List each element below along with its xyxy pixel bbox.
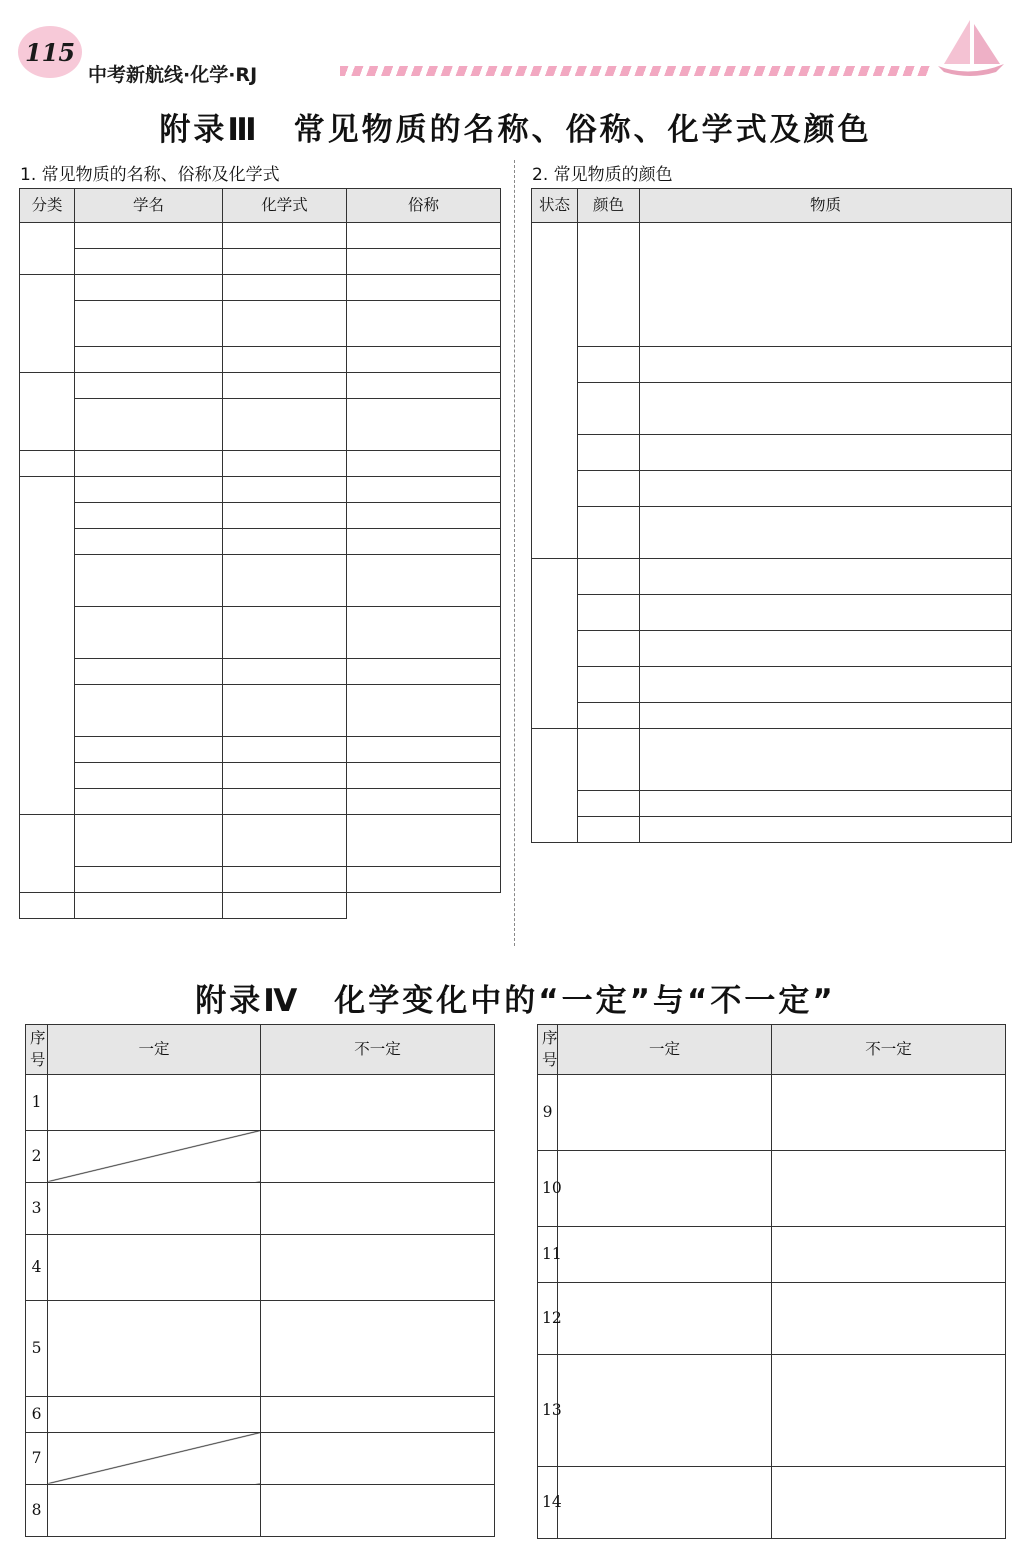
table-row (26, 1432, 495, 1484)
table-cell (20, 223, 75, 275)
table-row (20, 685, 501, 737)
table-cell (48, 1182, 261, 1234)
table-cell (347, 737, 501, 763)
table-row (20, 275, 501, 301)
table-row (532, 347, 1012, 383)
table-cell (223, 737, 347, 763)
table-cell (558, 1282, 772, 1354)
table-cell (347, 223, 501, 249)
table-cell (261, 1234, 495, 1300)
page-number: 115 (24, 38, 76, 67)
table-cell (347, 503, 501, 529)
table-cell: 2 (26, 1130, 48, 1182)
table-cell (75, 347, 223, 373)
table-cell (75, 607, 223, 659)
column-header: 化学式 (223, 189, 347, 223)
table-cell (223, 249, 347, 275)
table-cell (558, 1226, 772, 1282)
table-cell (772, 1282, 1006, 1354)
table-cell (48, 1484, 261, 1536)
column-divider (514, 160, 515, 946)
page-header (0, 0, 1031, 92)
table-row (20, 893, 501, 919)
table-cell (223, 763, 347, 789)
column-header: 一定 (558, 1025, 772, 1075)
table-cell (75, 373, 223, 399)
column-header: 序号 (538, 1025, 558, 1075)
table-cell (20, 477, 75, 815)
table-cell (558, 1150, 772, 1226)
table-cell (558, 1466, 772, 1538)
table-cell (578, 667, 640, 703)
table-cell (261, 1396, 495, 1432)
series-title: 中考新航线·化学·RJ (88, 64, 258, 86)
table-cell (347, 347, 501, 373)
table-cell (223, 451, 347, 477)
table-row (20, 301, 501, 347)
table-cell (223, 529, 347, 555)
table-cell (347, 685, 501, 737)
table-cell (20, 275, 75, 373)
table-cell (223, 301, 347, 347)
table-cell (558, 1354, 772, 1466)
table-cell (48, 1074, 261, 1130)
column-header: 状态 (532, 189, 578, 223)
table-cell (48, 1234, 261, 1300)
table-row (20, 451, 501, 477)
table-cell (261, 1300, 495, 1396)
column-header: 一定 (48, 1025, 261, 1075)
table-cell (347, 399, 501, 451)
table-cell (532, 559, 578, 729)
table-cell (347, 275, 501, 301)
table-cell (347, 607, 501, 659)
table-row (20, 659, 501, 685)
table-cell: 9 (538, 1074, 558, 1150)
table-cell (223, 659, 347, 685)
column-header: 学名 (75, 189, 223, 223)
table-row (532, 667, 1012, 703)
table-cell (347, 477, 501, 503)
certainty-left-body (26, 1074, 495, 1536)
column-header: 分类 (20, 189, 75, 223)
table-cell (75, 399, 223, 451)
table-cell (75, 223, 223, 249)
table-cell (75, 275, 223, 301)
table-cell (223, 347, 347, 373)
table-cell (48, 1300, 261, 1396)
table-cell (75, 301, 223, 347)
table-cell (578, 703, 640, 729)
column-header: 不一定 (261, 1025, 495, 1075)
table-cell (640, 347, 1012, 383)
table-row (532, 817, 1012, 843)
table-cell (640, 435, 1012, 471)
colors-table (531, 188, 1012, 843)
table-cell (578, 347, 640, 383)
table-cell (578, 507, 640, 559)
page-number-badge (18, 26, 82, 78)
table-cell (223, 685, 347, 737)
table-cell (347, 763, 501, 789)
table-cell (640, 631, 1012, 667)
table-cell (578, 595, 640, 631)
table-row (532, 791, 1012, 817)
table-cell (75, 789, 223, 815)
table-cell (578, 631, 640, 667)
table-cell (347, 529, 501, 555)
table-cell (347, 867, 501, 893)
table-cell: 7 (26, 1432, 48, 1484)
table-cell (223, 373, 347, 399)
table-cell (347, 373, 501, 399)
table-cell (75, 815, 223, 867)
table-cell (20, 815, 75, 893)
table-row (26, 1484, 495, 1536)
table-cell (48, 1432, 261, 1484)
table-cell (347, 659, 501, 685)
table-cell (640, 559, 1012, 595)
names-formulas-table (19, 188, 501, 919)
table-cell: 14 (538, 1466, 558, 1538)
column-header: 俗称 (347, 189, 501, 223)
table-cell (223, 399, 347, 451)
table-row (26, 1074, 495, 1130)
table-cell: 5 (26, 1300, 48, 1396)
table-cell (640, 595, 1012, 631)
table-row (532, 383, 1012, 435)
table-cell (640, 817, 1012, 843)
column-header: 序号 (26, 1025, 48, 1075)
table-row (532, 595, 1012, 631)
table-row (532, 631, 1012, 667)
table-cell (75, 529, 223, 555)
table-cell (640, 507, 1012, 559)
table-cell (347, 815, 501, 867)
table-row (20, 249, 501, 275)
table-cell (75, 503, 223, 529)
table-row (538, 1226, 1006, 1282)
table-cell (223, 893, 347, 919)
table-row (532, 507, 1012, 559)
table-cell (75, 555, 223, 607)
table-cell (532, 223, 578, 559)
table-row (538, 1354, 1006, 1466)
table-cell (223, 815, 347, 867)
table-cell (347, 555, 501, 607)
table-row (532, 223, 1012, 347)
table-cell: 4 (26, 1234, 48, 1300)
table-cell (640, 703, 1012, 729)
column-header: 物质 (640, 189, 1012, 223)
table-cell (578, 383, 640, 435)
table-row (20, 399, 501, 451)
table-cell (75, 685, 223, 737)
table-row (20, 503, 501, 529)
table-row (20, 607, 501, 659)
table-row (20, 815, 501, 867)
table-cell (347, 789, 501, 815)
table-row (532, 729, 1012, 791)
column-header: 不一定 (772, 1025, 1006, 1075)
column-header: 颜色 (578, 189, 640, 223)
certainty-table-left (25, 1024, 495, 1537)
appendix3-title: 附录Ⅲ 常见物质的名称、俗称、化学式及颜色 (159, 112, 872, 148)
table-cell (772, 1226, 1006, 1282)
table-cell (75, 737, 223, 763)
appendix4-title: 附录Ⅳ 化学变化中的“一定”与“不一定” (195, 983, 836, 1019)
table-cell (640, 471, 1012, 507)
table-cell (20, 373, 75, 451)
table-cell (75, 249, 223, 275)
colors-table-body (532, 223, 1012, 843)
table-cell (20, 893, 75, 919)
table-cell: 10 (538, 1150, 558, 1226)
table-row (20, 373, 501, 399)
table-row (20, 789, 501, 815)
table-cell: 1 (26, 1074, 48, 1130)
table-cell (772, 1466, 1006, 1538)
table-cell (75, 477, 223, 503)
table-cell (48, 1130, 261, 1182)
table-cell: 8 (26, 1484, 48, 1536)
table-row (538, 1074, 1006, 1150)
table-cell (75, 763, 223, 789)
table-cell (75, 659, 223, 685)
table-cell (578, 817, 640, 843)
table-cell (75, 867, 223, 893)
table-row (20, 477, 501, 503)
table-cell (261, 1130, 495, 1182)
sailboat-icon (930, 14, 1010, 80)
table-row (532, 435, 1012, 471)
table-cell (223, 555, 347, 607)
table-cell (578, 435, 640, 471)
table-row (538, 1282, 1006, 1354)
table-cell (578, 791, 640, 817)
table-row (538, 1150, 1006, 1226)
decorative-stripes (340, 66, 930, 76)
table-row (26, 1234, 495, 1300)
table-cell: 13 (538, 1354, 558, 1466)
table-cell (772, 1354, 1006, 1466)
table-row (20, 223, 501, 249)
names-table-body (20, 223, 501, 919)
table-row (26, 1130, 495, 1182)
table-cell: 12 (538, 1282, 558, 1354)
table-row (20, 867, 501, 893)
table-row (26, 1396, 495, 1432)
table-row (26, 1300, 495, 1396)
table-cell (640, 667, 1012, 703)
table-cell (261, 1182, 495, 1234)
table-row (26, 1182, 495, 1234)
table-cell: 6 (26, 1396, 48, 1432)
table-cell (261, 1432, 495, 1484)
table-row (532, 703, 1012, 729)
table-cell (578, 471, 640, 507)
table-cell (223, 477, 347, 503)
table-cell (20, 451, 75, 477)
table2-subtitle: 2. 常见物质的颜色 (532, 165, 673, 185)
table-row (538, 1466, 1006, 1538)
table-cell (578, 559, 640, 595)
table-cell (772, 1150, 1006, 1226)
table-cell (261, 1484, 495, 1536)
table-cell (578, 729, 640, 791)
table-cell (75, 451, 223, 477)
table-cell (75, 893, 223, 919)
table-cell (223, 607, 347, 659)
table-row (20, 737, 501, 763)
table-cell (223, 275, 347, 301)
certainty-table-right (537, 1024, 1006, 1539)
table-cell (223, 503, 347, 529)
table-cell (223, 789, 347, 815)
table-cell: 11 (538, 1226, 558, 1282)
table-cell (223, 223, 347, 249)
table-cell (640, 383, 1012, 435)
table-cell (347, 301, 501, 347)
table-cell (347, 249, 501, 275)
table-row (532, 471, 1012, 507)
table-row (20, 555, 501, 607)
table-cell (640, 223, 1012, 347)
table-cell (261, 1074, 495, 1130)
table-cell (772, 1074, 1006, 1150)
table-cell (347, 451, 501, 477)
table-cell (532, 729, 578, 843)
table-cell (640, 791, 1012, 817)
table-cell (558, 1074, 772, 1150)
table-row (532, 559, 1012, 595)
table-cell (48, 1396, 261, 1432)
table-row (20, 763, 501, 789)
table-row (20, 529, 501, 555)
table-cell: 3 (26, 1182, 48, 1234)
table1-subtitle: 1. 常见物质的名称、俗称及化学式 (20, 165, 280, 185)
table-cell (578, 223, 640, 347)
table-cell (640, 729, 1012, 791)
table-row (20, 347, 501, 373)
table-cell (223, 867, 347, 893)
certainty-right-body (538, 1074, 1006, 1538)
